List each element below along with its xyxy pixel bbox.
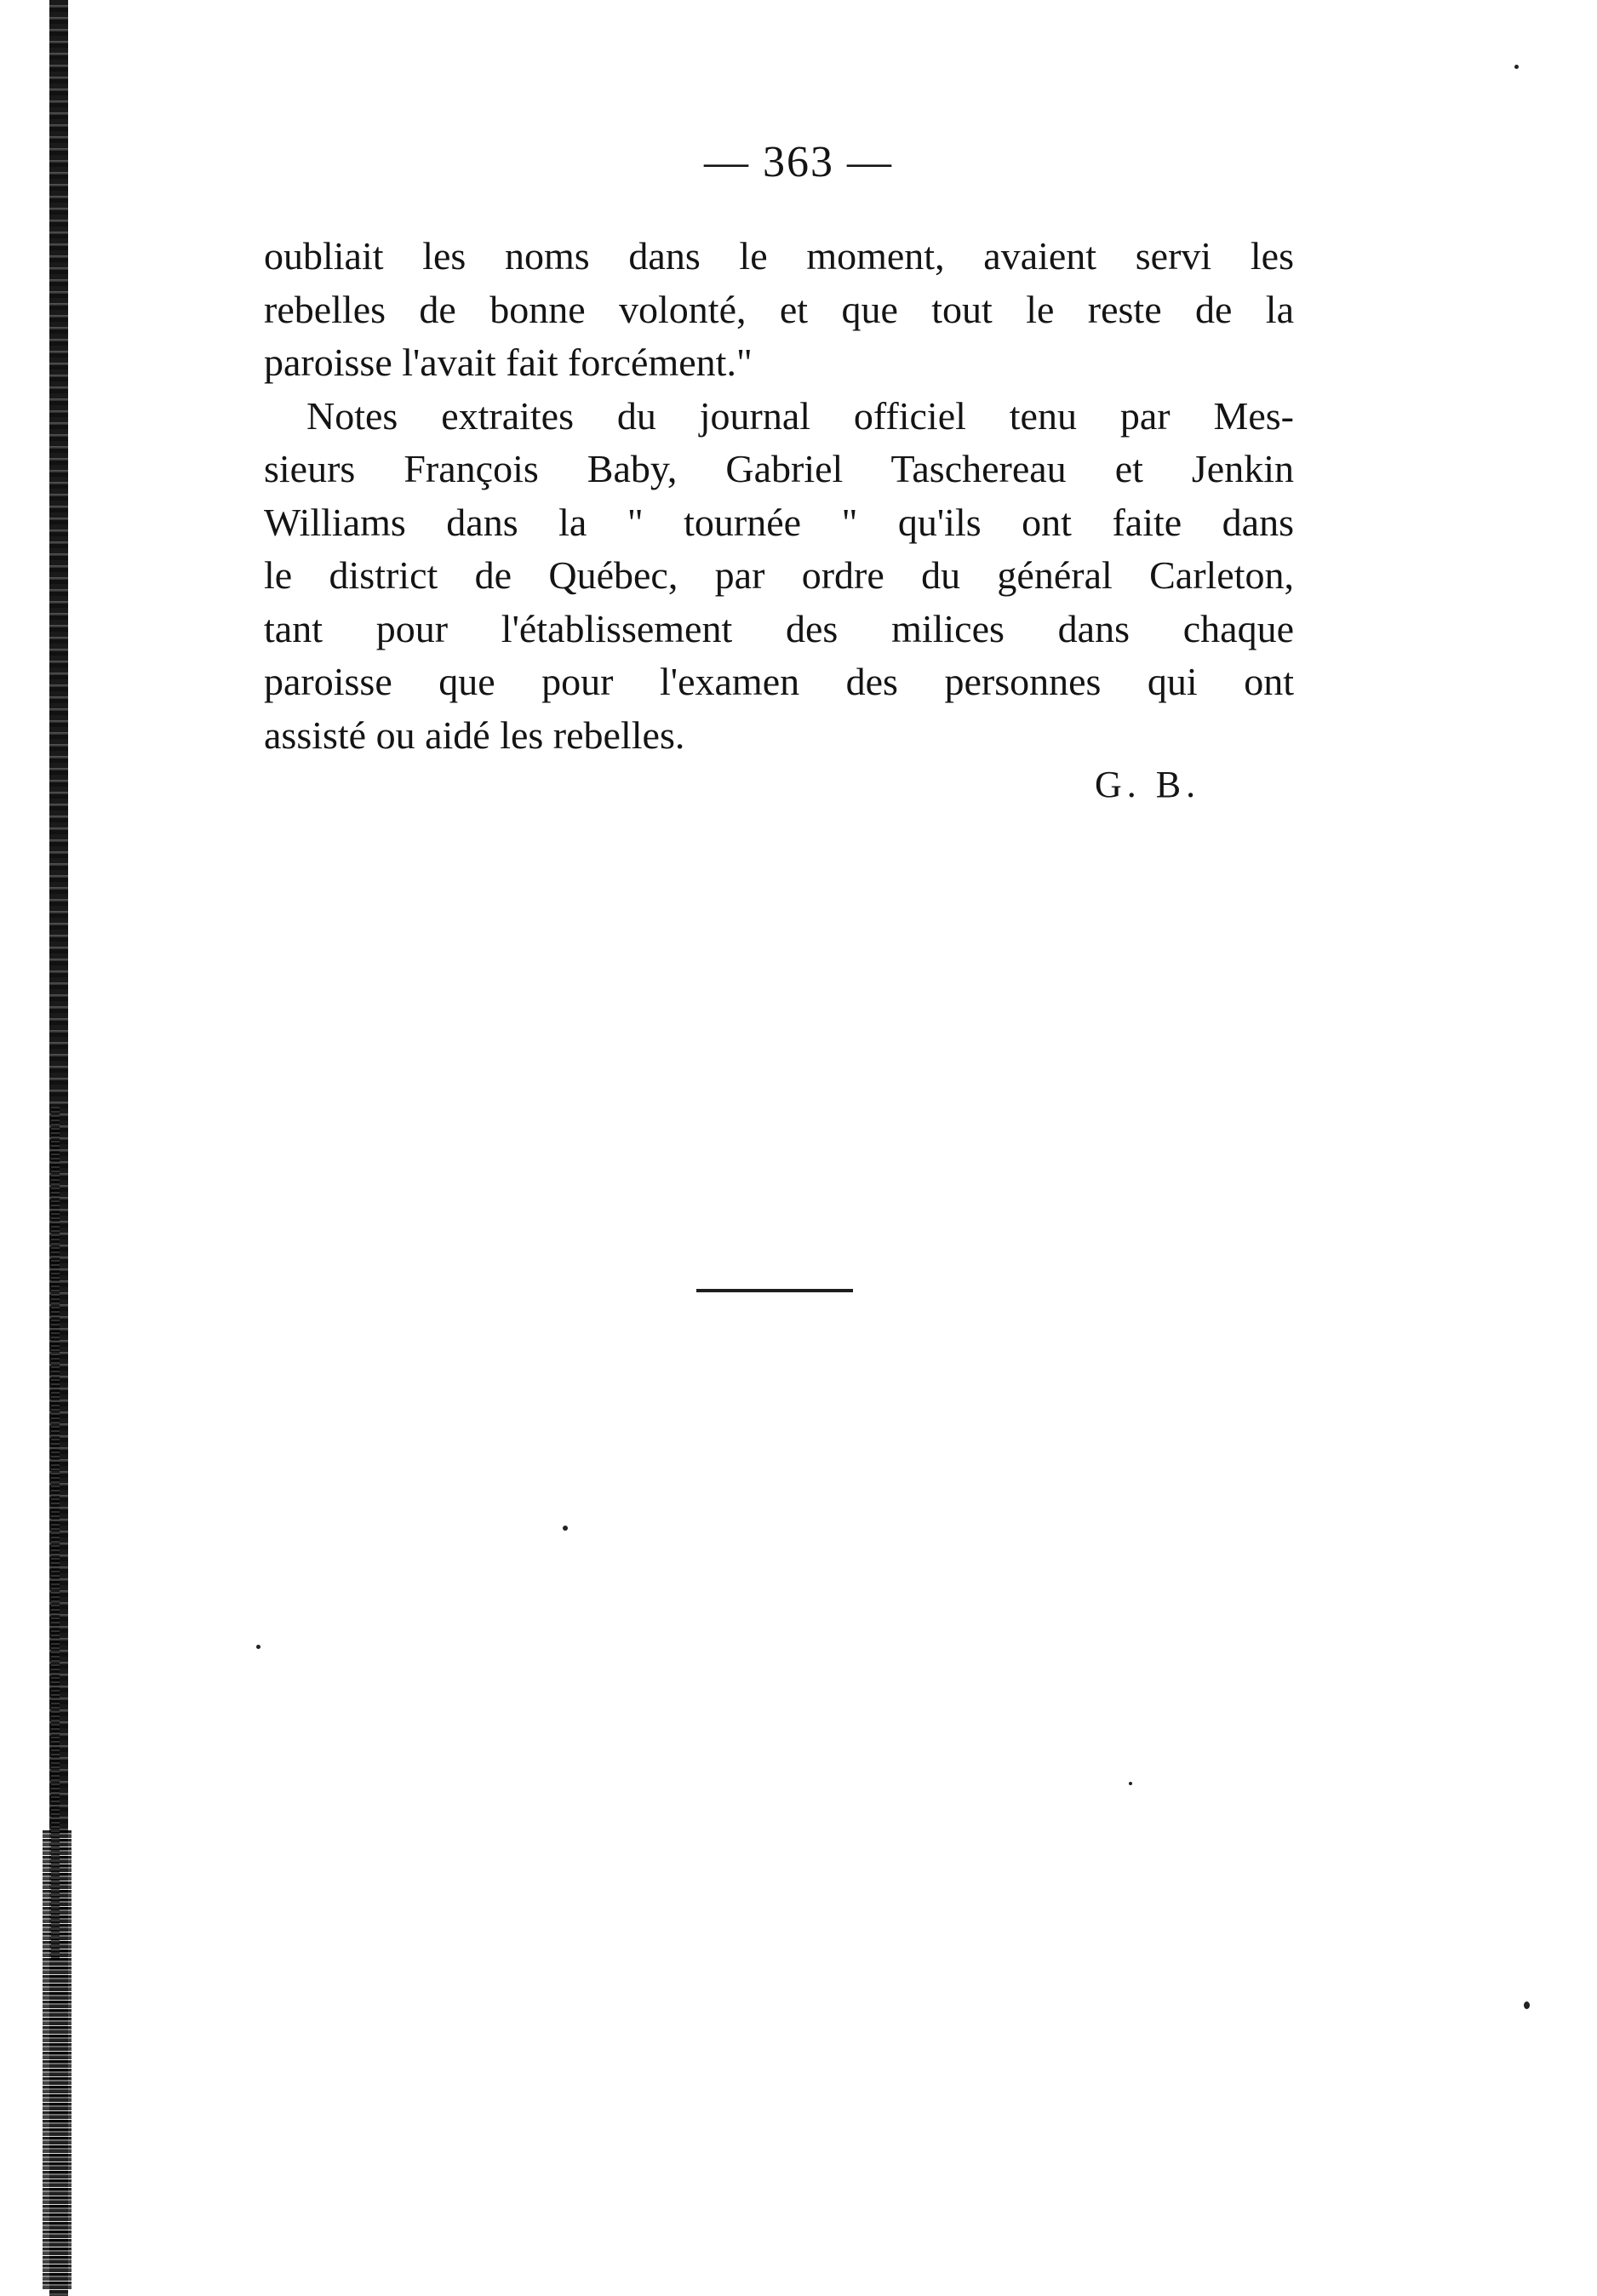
text-line: tant pour l'établissement des milices dans chaque <box>264 606 1294 650</box>
print-speck <box>1129 1782 1132 1785</box>
text-line: assisté ou aidé les rebelles. <box>264 713 685 757</box>
text-line: sieurs François Baby, Gabriel Taschereau et Jenkin <box>264 447 1294 490</box>
body-text <box>264 230 1294 762</box>
text-line: paroisse que pour l'examen des personnes qui ont <box>264 660 1294 703</box>
print-speck <box>563 1526 568 1531</box>
section-divider <box>696 1289 853 1292</box>
print-speck <box>256 1645 260 1649</box>
print-speck <box>1514 65 1519 69</box>
text-line: le district de Québec, par ordre du général Carleton, <box>264 553 1294 597</box>
page-binding-edge <box>49 0 68 2296</box>
text-line: oubliait les noms dans le moment, avaient servi les <box>264 234 1294 278</box>
page-number: — 363 — <box>704 138 893 186</box>
signature-initials: G. B. <box>1095 764 1201 805</box>
print-speck <box>1524 2001 1530 2009</box>
paragraph-start-line: Notes extraites du journal officiel tenu par Mes- <box>306 393 1294 438</box>
text-line: rebelles de bonne volonté, et que tout le reste de la <box>264 287 1294 331</box>
text-line: Williams dans la " tournée " qu'ils ont faite dans <box>264 500 1294 544</box>
text-line: paroisse l'avait fait forcément." <box>264 341 753 384</box>
